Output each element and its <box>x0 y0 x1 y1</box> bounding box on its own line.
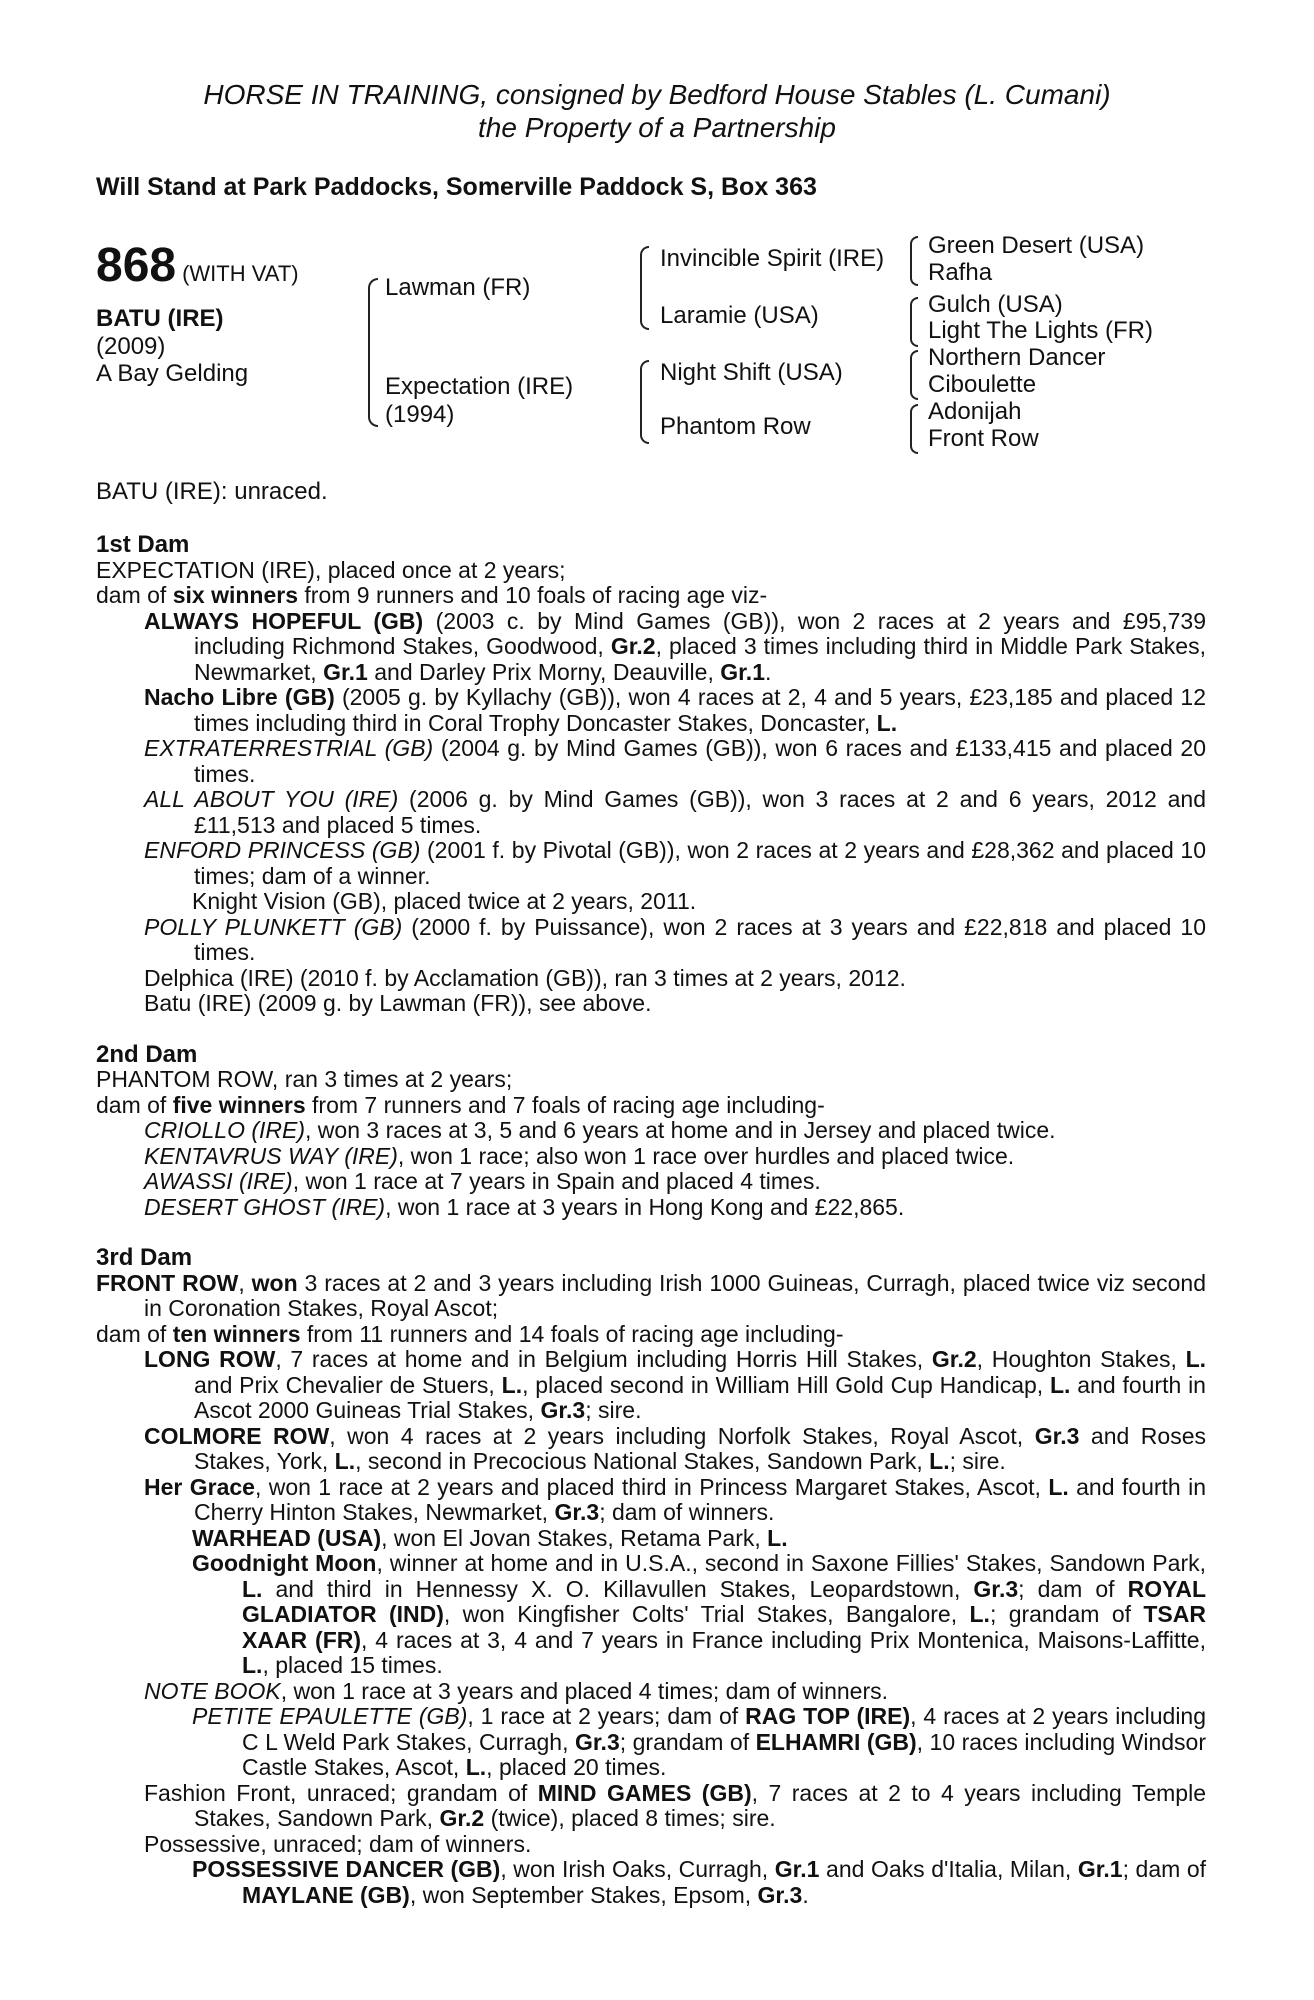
pedigree-bracket <box>910 297 918 347</box>
pedigree-bracket <box>640 360 649 444</box>
produce-entry: Possessive, unraced; dam of winners. <box>144 1830 532 1857</box>
produce-entry: ALWAYS HOPEFUL (GB) (2003 c. by Mind Games (GB)), won 2 races at 2 years and £95,739 including Richmond Stakes, Goodwood, Gr.2, placed 3 times including third in Middle Park Stakes, Newmarket, Gr.1 and Darley Prix Morny, Deauville, Gr.1. <box>144 607 1206 685</box>
first-dam-produce: dam of six winners from 9 runners and 10 foals of racing age viz- <box>96 582 768 608</box>
produce-entry: EXTRATERRESTRIAL (GB) (2004 g. by Mind Games (GB)), won 6 races and £133,415 and placed 20 times. <box>144 735 1206 787</box>
race-record: BATU (IRE): unraced. <box>96 478 328 505</box>
grandsire-2: Gulch (USA) <box>928 291 1063 318</box>
grandsire-4: Adonijah <box>928 398 1022 425</box>
consignor-header <box>0 78 1314 144</box>
produce-entry: POLLY PLUNKETT (GB) (2000 f. by Puissance), won 2 races at 3 years and £22,818 and placed 10 times. <box>144 913 1207 965</box>
third-dam-heading: 3rd Dam <box>96 1244 193 1271</box>
produce-entry: Nacho Libre (GB) (2005 g. by Kyllachy (GB)), won 4 races at 2, 4 and 5 years, £23,185 and placed 12 times including third in Coral Trophy Doncaster Stakes, Doncaster, L. <box>144 684 1206 736</box>
dam: Expectation (IRE) <box>385 373 574 400</box>
stand-location: Will Stand at Park Paddocks, Somerville Paddock S, Box 363 <box>96 173 817 201</box>
dam-year: (1994) <box>385 401 455 428</box>
pedigree-bracket <box>910 350 918 400</box>
produce-entry: LONG ROW, 7 races at home and in Belgium including Horris Hill Stakes, Gr.2, Houghton Stakes, L. and Prix Chevalier de Stuers, L., placed second in William Hill Gold Cup Handicap, L. and fourth in Ascot 2000 Guineas Trial Stakes, Gr.3; sire. <box>144 1346 1207 1423</box>
sire: Lawman (FR) <box>385 274 531 301</box>
sire-sire: Invincible Spirit (IRE) <box>660 245 885 272</box>
produce-entry: DESERT GHOST (IRE), won 1 race at 3 years in Hong Kong and £22,865. <box>144 1193 905 1220</box>
property-line: the Property of a Partnership <box>478 112 836 143</box>
pedigree-bracket <box>640 246 649 330</box>
second-dam-produce: dam of five winners from 7 runners and 7 foals of racing age including- <box>96 1091 825 1118</box>
produce-sub-entry: Goodnight Moon, winner at home and in U.S.A., second in Saxone Fillies' Stakes, Sandown Park, L. and third in Hennessy X. O. Killavullen Stakes, Leopardstown, Gr.3; dam of ROYAL GLADIATOR (IND), won Kingfisher Colts' Trial Stakes, Bangalore, L.; grandam of TSAR XAAR (FR), 4 races at 3, 4 and 7 years in France including Prix Montenica, Maisons-Laffitte, L., placed 15 times. <box>192 1550 1207 1678</box>
produce-entry: Batu (IRE) (2009 g. by Lawman (FR)), see above. <box>144 990 652 1016</box>
produce-entry: ENFORD PRINCESS (GB) (2001 f. by Pivotal (GB)), won 2 races at 2 years and £28,362 and placed 10 times; dam of a winner. <box>144 837 1206 889</box>
pedigree-bracket <box>368 278 378 427</box>
dam-sire: Night Shift (USA) <box>660 359 843 386</box>
produce-entry: Delphica (IRE) (2010 f. by Acclamation (GB)), ran 3 times at 2 years, 2012. <box>144 964 906 991</box>
produce-sub-entry: POSSESSIVE DANCER (GB), won Irish Oaks, Curragh, Gr.1 and Oaks d'Italia, Milan, Gr.1; dam of MAYLANE (GB), won September Stakes, Epsom, Gr.3. <box>192 1856 1207 1908</box>
dam-dam: Phantom Row <box>660 413 811 440</box>
vat-note: (WITH VAT) <box>182 261 299 286</box>
horse-description: A Bay Gelding <box>96 360 249 387</box>
dam-line-text <box>96 532 1206 1908</box>
first-dam-heading: 1st Dam <box>96 531 190 558</box>
granddam-2: Light The Lights (FR) <box>928 317 1153 344</box>
grandsire-1: Green Desert (USA) <box>928 232 1145 259</box>
produce-sub-entry: PETITE EPAULETTE (GB), 1 race at 2 years; dam of RAG TOP (IRE), 4 races at 2 years including C L Weld Park Stakes, Curragh, Gr.3; grandam of ELHAMRI (GB), 10 races including Windsor Castle Stakes, Ascot, L., placed 20 times. <box>192 1703 1207 1780</box>
produce-entry: CRIOLLO (IRE), won 3 races at 3, 5 and 6 years at home and in Jersey and placed twice. <box>144 1117 1056 1143</box>
produce-entry: COLMORE ROW, won 4 races at 2 years including Norfolk Stakes, Royal Ascot, Gr.3 and Roses Stakes, York, L., second in Precocious National Stakes, Sandown Park, L.; sire. <box>144 1422 1206 1474</box>
produce-entry: AWASSI (IRE), won 1 race at 7 years in Spain and placed 4 times. <box>144 1168 821 1194</box>
grandsire-3: Northern Dancer <box>928 344 1106 371</box>
produce-sub-entry: WARHEAD (USA), won El Jovan Stakes, Retama Park, L. <box>192 1524 788 1551</box>
horse-year: (2009) <box>96 333 166 360</box>
granddam-4: Front Row <box>928 425 1039 452</box>
third-dam-line: FRONT ROW, won 3 races at 2 and 3 years including Irish 1000 Guineas, Curragh, placed twice viz second in Coronation Stakes, Royal Ascot; <box>96 1269 1207 1321</box>
consignor-line: HORSE IN TRAINING, consigned by Bedford House Stables (L. Cumani) <box>203 79 1111 110</box>
horse-name: BATU (IRE) <box>96 305 224 332</box>
second-dam-line: PHANTOM ROW, ran 3 times at 2 years; <box>96 1066 513 1092</box>
produce-entry: NOTE BOOK, won 1 race at 3 years and placed 4 times; dam of winners. <box>144 1677 889 1704</box>
sire-dam: Laramie (USA) <box>660 302 819 329</box>
produce-entry: KENTAVRUS WAY (IRE), won 1 race; also won 1 race over hurdles and placed twice. <box>144 1142 1015 1169</box>
lot-number: 868 <box>96 239 177 292</box>
third-dam-produce: dam of ten winners from 11 runners and 14 foals of racing age including- <box>96 1320 844 1347</box>
produce-sub-entry: Knight Vision (GB), placed twice at 2 years, 2011. <box>192 888 697 914</box>
produce-entry: Her Grace, won 1 race at 2 years and placed third in Princess Margaret Stakes, Ascot, L. and fourth in Cherry Hinton Stakes, Newmarket, Gr.3; dam of winners. <box>144 1473 1206 1525</box>
granddam-1: Rafha <box>928 259 993 286</box>
pedigree-bracket <box>910 236 918 286</box>
pedigree-bracket <box>910 404 918 454</box>
lot-heading <box>96 238 299 293</box>
first-dam-line: EXPECTATION (IRE), placed once at 2 years; <box>96 556 566 583</box>
produce-entry: Fashion Front, unraced; grandam of MIND GAMES (GB), 7 races at 2 to 4 years including Temple Stakes, Sandown Park, Gr.2 (twice), placed 8 times; sire. <box>144 1779 1206 1831</box>
produce-entry: ALL ABOUT YOU (IRE) (2006 g. by Mind Games (GB)), won 3 races at 2 and 6 years, 2012 and £11,513 and placed 5 times. <box>144 786 1206 838</box>
second-dam-heading: 2nd Dam <box>96 1040 198 1068</box>
granddam-3: Ciboulette <box>928 371 1037 398</box>
